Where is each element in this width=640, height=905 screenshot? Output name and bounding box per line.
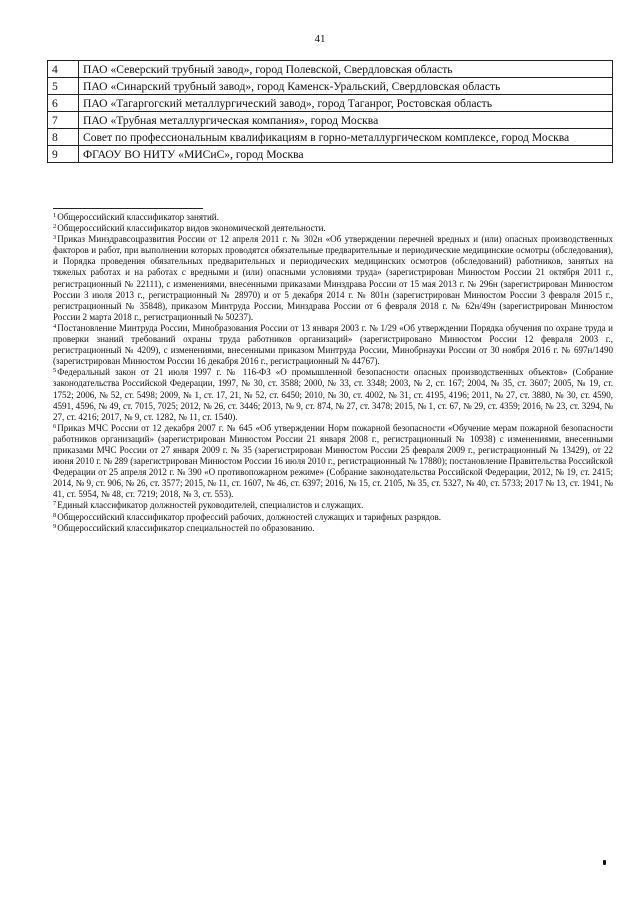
footnote xyxy=(53,367,613,422)
footnote xyxy=(53,212,613,223)
table-row xyxy=(48,146,613,163)
organization-name: ФГАОУ ВО НИТУ «МИСиС», город Москва xyxy=(79,146,613,163)
footnote-text: Единый классификатор должностей руководителей, специалистов и служащих. xyxy=(57,500,364,511)
footnote xyxy=(53,512,613,523)
row-number: 5 xyxy=(48,78,79,95)
footnote-mark: 3 xyxy=(53,234,57,242)
table-row xyxy=(48,61,613,78)
table-row xyxy=(48,78,613,95)
footnote-text: Приказ МЧС России от 12 декабря 2007 г. № 645 «Об утверждении Норм пожарной безопасности «Обучение мерам пожарной безопасности работников организаций» (зарегистрирован Минюстом России 21 января 2008 г., регистрационный № 10938) с изменениями, внесенными приказами МЧС России от 27 января 2009 г. № 35 (зарегистрирован Минюстом России 25 февраля 2009 г., регистрационный № 13429), от 22 июня 2010 г. № 289 (зарегистрирован Минюстом России 16 июля 2010 г., регистрационный № 17880); постановление Правительства Российской Федерации от 25 апреля 2012 г. № 390 «О противопожарном режиме» (Собрание законодательства Российской Федерации, 2012, № 19, ст. 2415; 2014, № 9, ст. 906, № 26, ст. 3577; 2015, № 11, ст. 1607, № 46, ст. 6397; 2016, № 15, ст. 2105, № 35, ст. 5327, № 40, ст. 5733; 2017 № 13, ст. 1941, № 41, ст. 5954, № 48, ст. 7219; 2018, № 3, ст. 553). xyxy=(53,422,613,500)
footnote-mark: 8 xyxy=(53,511,57,519)
organizations-table xyxy=(47,60,613,163)
footnote-mark: 2 xyxy=(53,223,57,231)
table-row xyxy=(48,95,613,112)
organization-name: Совет по профессиональным квалификациям в горно-металлургическом комплексе, город Москва xyxy=(79,129,613,146)
organization-name: ПАО «Северский трубный завод», город Полевской, Свердловская область xyxy=(79,61,613,78)
footnote-mark: 7 xyxy=(53,500,57,508)
footnote xyxy=(53,234,613,323)
row-number: 8 xyxy=(48,129,79,146)
footnote-mark: 5 xyxy=(53,367,57,375)
table-row xyxy=(48,112,613,129)
footnote-text: Общероссийский классификатор занятий. xyxy=(57,212,219,222)
footnote xyxy=(53,500,613,511)
page-number: 41 xyxy=(314,33,326,45)
footnote-text: Общероссийский классификатор видов экономической деятельности. xyxy=(57,223,326,234)
footnote-mark: 9 xyxy=(53,522,57,530)
footnote-text: Общероссийский классификатор специальностей по образованию. xyxy=(57,522,315,533)
footnote xyxy=(53,223,613,234)
footnote-separator xyxy=(53,208,203,209)
row-number: 9 xyxy=(48,146,79,163)
scan-mark xyxy=(603,860,606,865)
footnote xyxy=(53,323,613,367)
footnote-text: Приказ Минздравсоцразвития России от 12 апреля 2011 г. № 302н «Об утверждении перечней вредных и (или) опасных производственных факторов и работ, при выполнении которых проводятся обязательные предварительные и периодические медицинские осмотры (обследования), и Порядка проведения обязательных предварительных и периодических медицинских осмотров (обследований) работников, занятых на тяжелых работах и на работах с вредными и (или) опасными условиями труда» (зарегистрирован Минюстом России 21 октября 2011 г., регистрационный № 22111), с изменениями, внесенными приказами Минздрава России от 15 мая 2013 г. № 296н (зарегистрирован Минюстом России 3 июля 2013 г., регистрационный № 28970) и от 5 декабря 2014 г. № 801н (зарегистрирован Минюстом России 3 февраля 2015 г., регистрационный № 35848), приказом Минтруда России, Минздрава России от 6 февраля 2018 г. № 62н/49н (зарегистрирован Минюстом России 2 марта 2018 г., регистрационный № 50237). xyxy=(53,234,613,322)
footnote-mark: 4 xyxy=(53,322,57,330)
footnote-text: Федеральный закон от 21 июля 1997 г. № 116-ФЗ «О промышленной безопасности опасных производственных объектов» (Собрание законодательства Российской Федерации, 1997, № 30, ст. 3588; 2000, № 33, ст. 3348; 2003, № 2, ст. 167; 2004, № 35, ст. 3607; 2005, № 19, ст. 1752; 2006, № 52, ст. 5498; 2009, № 1, ст. 17, 21, № 52, ст. 6450; 2010, № 30, ст. 4002, № 31, ст. 4195, 4196; 2011, № 27, ст. 3880, № 30, ст. 4590, 4591, 4596, № 49, ст. 7015, 7025; 2012, № 26, ст. 3446; 2013, № 9, ст. 874, № 27, ст. 3478; 2015, № 1, ст. 67, № 29, ст. 4359; 2016, № 23, ст. 3294, № 27, ст. 4216; 2017, № 9, ст. 1282, № 11, ст. 1540). xyxy=(53,367,613,422)
row-number: 6 xyxy=(48,95,79,112)
row-number: 4 xyxy=(48,61,79,78)
table-row xyxy=(48,129,613,146)
organization-name: ПАО «Тагаргогский металлургический завод», город Таганрог, Ростовская область xyxy=(79,95,613,112)
footnotes xyxy=(53,212,613,534)
footnote xyxy=(53,423,613,501)
footnote-text: Общероссийский классификатор профессий рабочих, должностей служащих и тарифных разрядов. xyxy=(57,511,442,522)
footnote xyxy=(53,523,613,534)
footnote-text: Постановление Минтруда России, Минобразования России от 13 января 2003 г. № 1/29 «Об утверждении Порядка обучения по охране труда и проверки знаний требований охраны труда работников организаций» (зарегистрировано Минюстом России 12 февраля 2003 г., регистрационный № 4209), с изменениями, внесенными приказом Минтруда России, Минобрнауки России от 30 ноября 2016 г. № 697н/1490 (зарегистрирован Минюстом России 16 декабря 2016 г., регистрационный № 44767). xyxy=(53,322,613,367)
row-number: 7 xyxy=(48,112,79,129)
footnote-mark: 1 xyxy=(53,212,57,219)
organization-name: ПАО «Синарский трубный завод», город Каменск-Уральский, Свердловская область xyxy=(79,78,613,95)
footnote-mark: 6 xyxy=(53,422,57,430)
organization-name: ПАО «Трубная металлургическая компания», город Москва xyxy=(79,112,613,129)
